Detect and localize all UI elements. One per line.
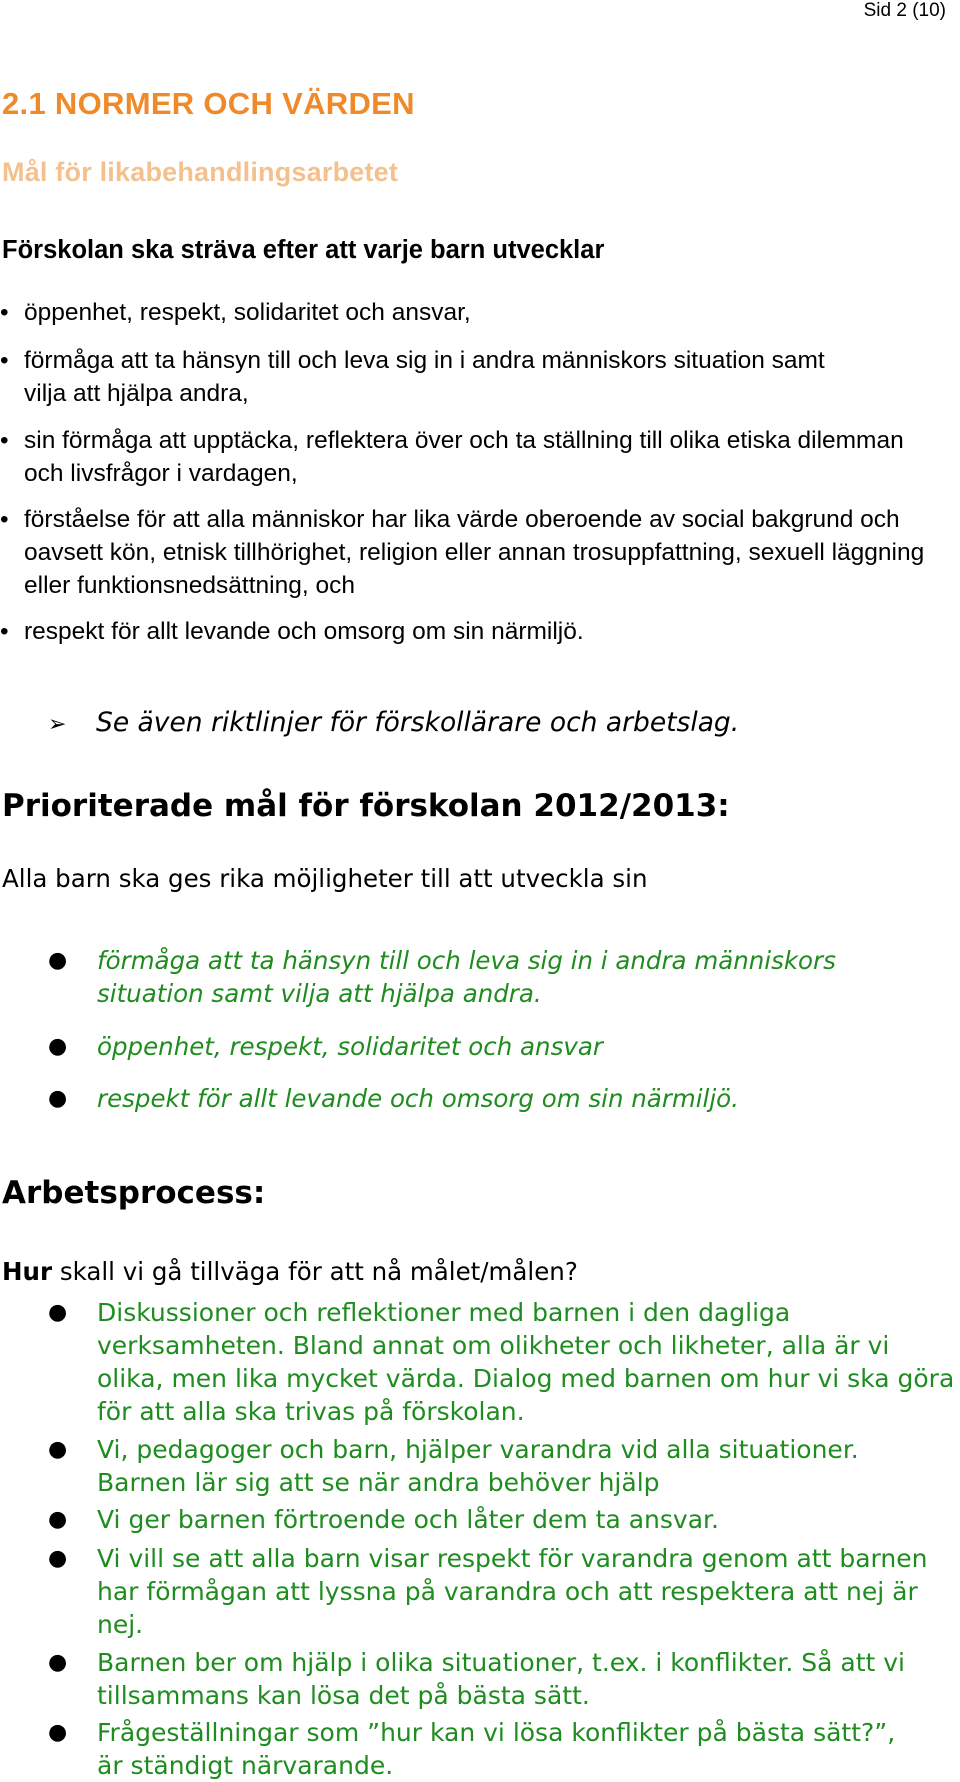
process-item: ● Vi, pedagoger och barn, hjälper varandra vid alla situationer. Barnen lär sig att se när andra behöver hjälp xyxy=(48,1435,859,1497)
process-item: ● Vi ger barnen förtroende och låter dem ta ansvar. xyxy=(48,1505,719,1534)
bullet-icon: ● xyxy=(48,1437,68,1462)
bullet-icon: ● xyxy=(48,1300,68,1325)
bullet-icon: ● xyxy=(48,1720,68,1745)
process-item: ● Barnen ber om hjälp i olika situationer, t.ex. i konflikter. Så att vi tillsammans kan lösa det på bästa sätt. xyxy=(48,1648,906,1710)
bullet-icon: • xyxy=(0,618,9,645)
process-item: ● Frågeställningar som ”hur kan vi lösa konflikter på bästa sätt?”, är ständigt närvarande. xyxy=(48,1718,896,1780)
bullet-icon: • xyxy=(0,347,9,374)
process-question: Hur skall vi gå tillväga för att nå målet/målen? xyxy=(2,1257,578,1286)
process-item: ● Diskussioner och reflektioner med barnen i den dagliga verksamheten. Bland annat om olikheter och likheter, alla är vi olika, men lika mycket värda. Dialog med barnen om hur vi ska göra för att alla ska trivas på förskolan. xyxy=(48,1298,955,1426)
bullet-icon: • xyxy=(0,299,9,326)
bullet-icon: ● xyxy=(48,1507,68,1532)
bullet-icon: ● xyxy=(48,1034,68,1059)
arrow-bullet-icon: ➢ xyxy=(48,712,67,737)
priority-item: ● öppenhet, respekt, solidaritet och ansvar xyxy=(48,1032,603,1061)
subsection-title: Mål för likabehandlingsarbetet xyxy=(2,157,399,187)
bullet-icon: • xyxy=(0,427,9,454)
bullet-icon: ● xyxy=(48,1650,68,1675)
bullet-icon: • xyxy=(0,506,9,533)
goal-item: • förståelse för att alla människor har lika värde oberoende av social bakgrund och oavsett kön, etnisk tillhörighet, religion eller annan trosuppfattning, sexuell läggning eller funktionsnedsättning, och xyxy=(0,503,935,602)
see-also-note: ➢ Se även riktlinjer för förskollärare och arbetslag. xyxy=(48,707,740,738)
priority-item: ● förmåga att ta hänsyn till och leva sig in i andra människors situation samt vilja att hjälpa andra. xyxy=(48,946,836,1008)
priority-intro: Alla barn ska ges rika möjligheter till att utveckla sin xyxy=(2,864,648,893)
process-heading: Arbetsprocess: xyxy=(2,1175,266,1211)
section-title: 2.1 NORMER OCH VÄRDEN xyxy=(2,86,415,121)
bullet-icon: ● xyxy=(48,1086,68,1111)
bullet-icon: ● xyxy=(48,948,68,973)
goal-item: • öppenhet, respekt, solidaritet och ansvar, xyxy=(0,296,860,329)
page-number: Sid 2 (10) xyxy=(863,0,946,21)
goal-item: • respekt för allt levande och omsorg om sin närmiljö. xyxy=(0,615,860,648)
goal-item: • sin förmåga att upptäcka, reflektera över och ta ställning till olika etiska dilemman och livsfrågor i vardagen, xyxy=(0,424,920,490)
goals-intro: Förskolan ska sträva efter att varje barn utvecklar xyxy=(2,236,605,264)
priority-item: ● respekt för allt levande och omsorg om sin närmiljö. xyxy=(48,1084,739,1113)
bullet-icon: ● xyxy=(48,1546,68,1571)
priority-heading: Prioriterade mål för förskolan 2012/2013: xyxy=(2,788,730,824)
process-item: ● Vi vill se att alla barn visar respekt för varandra genom att barnen har förmågan att lyssna på varandra och att respektera att nej är nej. xyxy=(48,1544,928,1639)
goal-item: • förmåga att ta hänsyn till och leva sig in i andra människors situation samt vilja att hjälpa andra, xyxy=(0,344,850,410)
